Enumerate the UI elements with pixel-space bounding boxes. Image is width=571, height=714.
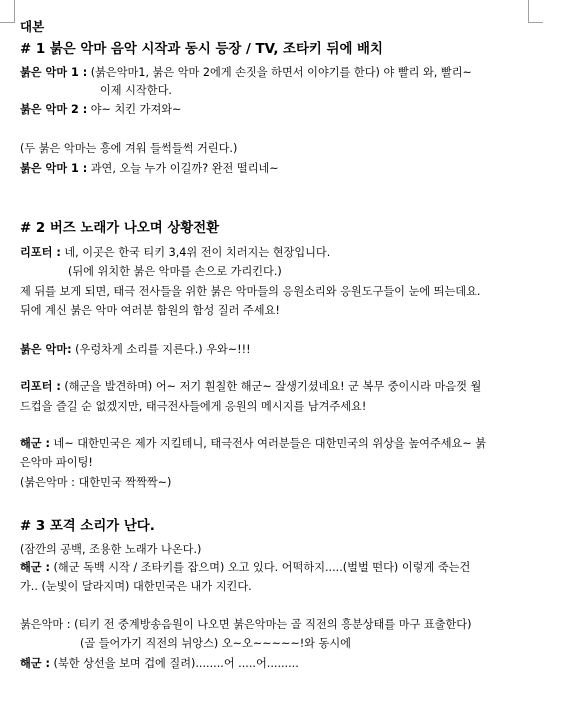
- dialogue-text: 네, 이곳은 한국 티키 3,4위 전이 치러지는 현장입니다.: [60, 246, 331, 259]
- scene2-line1-continued-2: 뒤에 계신 붉은 악마 여러분 함원의 함성 질러 주세요!: [20, 304, 280, 317]
- dialogue-text: (우렁차게 소리를 지른다.) 우와~!!!: [71, 343, 251, 356]
- scene2-stage-direction: (뒤에 위치한 붉은 악마를 손으로 가리킨다.): [68, 265, 282, 278]
- page-corner-mark-left: [0, 0, 15, 23]
- scene1-heading: # 1 붉은 악마 음악 시작과 동시 등장 / TV, 조타키 뒤에 배치: [20, 42, 383, 57]
- scene2-line1: [20, 246, 330, 260]
- speaker-label: 붉은 악마 1 :: [20, 66, 88, 79]
- scene2-line4: [20, 437, 486, 451]
- scene3-line2: 붉은악마 : (티키 전 중계방송음원이 나오면 붉은악마는 골 직전의 흥분상태를 마구 표출한다): [20, 618, 472, 631]
- dialogue-text: 네~ 대한민국은 제가 지킬테니, 태극전사 여러분들은 대한민국의 위상을 높여주세요~ 붉: [49, 437, 487, 450]
- dialogue-text: (해군을 발견하며) 어~ 저기 훤칠한 해군~ 잘생기셨네요! 군 복무 중이시라 마음껏 월: [60, 380, 482, 393]
- scene2-line2: [20, 343, 251, 357]
- scene1-line2: [20, 103, 181, 117]
- scene1-line3: [20, 162, 279, 176]
- speaker-label: 해군 :: [20, 561, 50, 574]
- dialogue-text: (해군 독백 시작 / 조타키를 잡으며) 오고 있다. 어떡하지.....(벌벌 떤다) 이렇게 죽는건: [49, 561, 471, 574]
- scene3-line1: [20, 561, 470, 575]
- page-corner-mark-right: [528, 0, 543, 23]
- scene3-stage-direction: (잠깐의 공백, 조용한 노래가 나온다.): [20, 543, 202, 556]
- scene3-line3: [20, 657, 299, 671]
- speaker-label: 붉은 악마 1 :: [20, 162, 88, 175]
- speaker-label: 해군 :: [20, 437, 50, 450]
- scene2-line3: [20, 380, 481, 394]
- speaker-label: 해군 :: [20, 657, 50, 670]
- scene1-line1-continued: 이제 시작한다.: [100, 84, 172, 97]
- speaker-label: 붉은 악마:: [20, 343, 72, 356]
- scene2-line3-continued: 드컵을 즐길 순 없겠지만, 태극전사들에게 응원의 메시지를 남겨주세요!: [20, 400, 367, 413]
- speaker-label: 붉은 악마 2 :: [20, 103, 88, 116]
- scene1-line1: [20, 66, 472, 80]
- dialogue-text: (북한 상선을 보며 겁에 질려)........어 .....어.........: [49, 657, 299, 670]
- dialogue-text: 과연, 오늘 누가 이길까? 완전 떨리네~: [87, 162, 279, 175]
- document-title: 대본: [20, 19, 45, 34]
- scene1-stage-direction: (두 붉은 악마는 흥에 겨워 들썩들썩 거린다.): [20, 142, 238, 155]
- speaker-label: 리포터 :: [20, 380, 61, 393]
- speaker-label: 리포터 :: [20, 246, 61, 259]
- scene3-line1-continued: 가.. (눈빛이 달라지며) 대한민국은 내가 지킨다.: [20, 580, 252, 593]
- scene2-heading: # 2 버즈 노래가 나오며 상황전환: [20, 221, 220, 236]
- scene3-line2-continued: (골 들어가기 직전의 뉘앙스) 오~오~~~~~!와 동시에: [80, 637, 351, 650]
- scene2-line1-continued-1: 제 뒤를 보게 되면, 태극 전사들을 위한 붉은 악마들의 응원소리와 응원도구들이 눈에 띄는데요.: [20, 285, 481, 298]
- dialogue-text: 야~ 치킨 가져와~: [87, 103, 182, 116]
- scene2-line4-continued: 은악마 파이팅!: [20, 456, 93, 469]
- dialogue-text: (붉은악마1, 붉은 악마 2에게 손짓을 하면서 이야기를 한다) 야 빨리 와, 빨리~: [87, 66, 472, 79]
- scene2-line5: (붉은악마 : 대한민국 짝짝짝~): [20, 476, 172, 489]
- scene3-heading: # 3 포격 소리가 난다.: [20, 519, 155, 534]
